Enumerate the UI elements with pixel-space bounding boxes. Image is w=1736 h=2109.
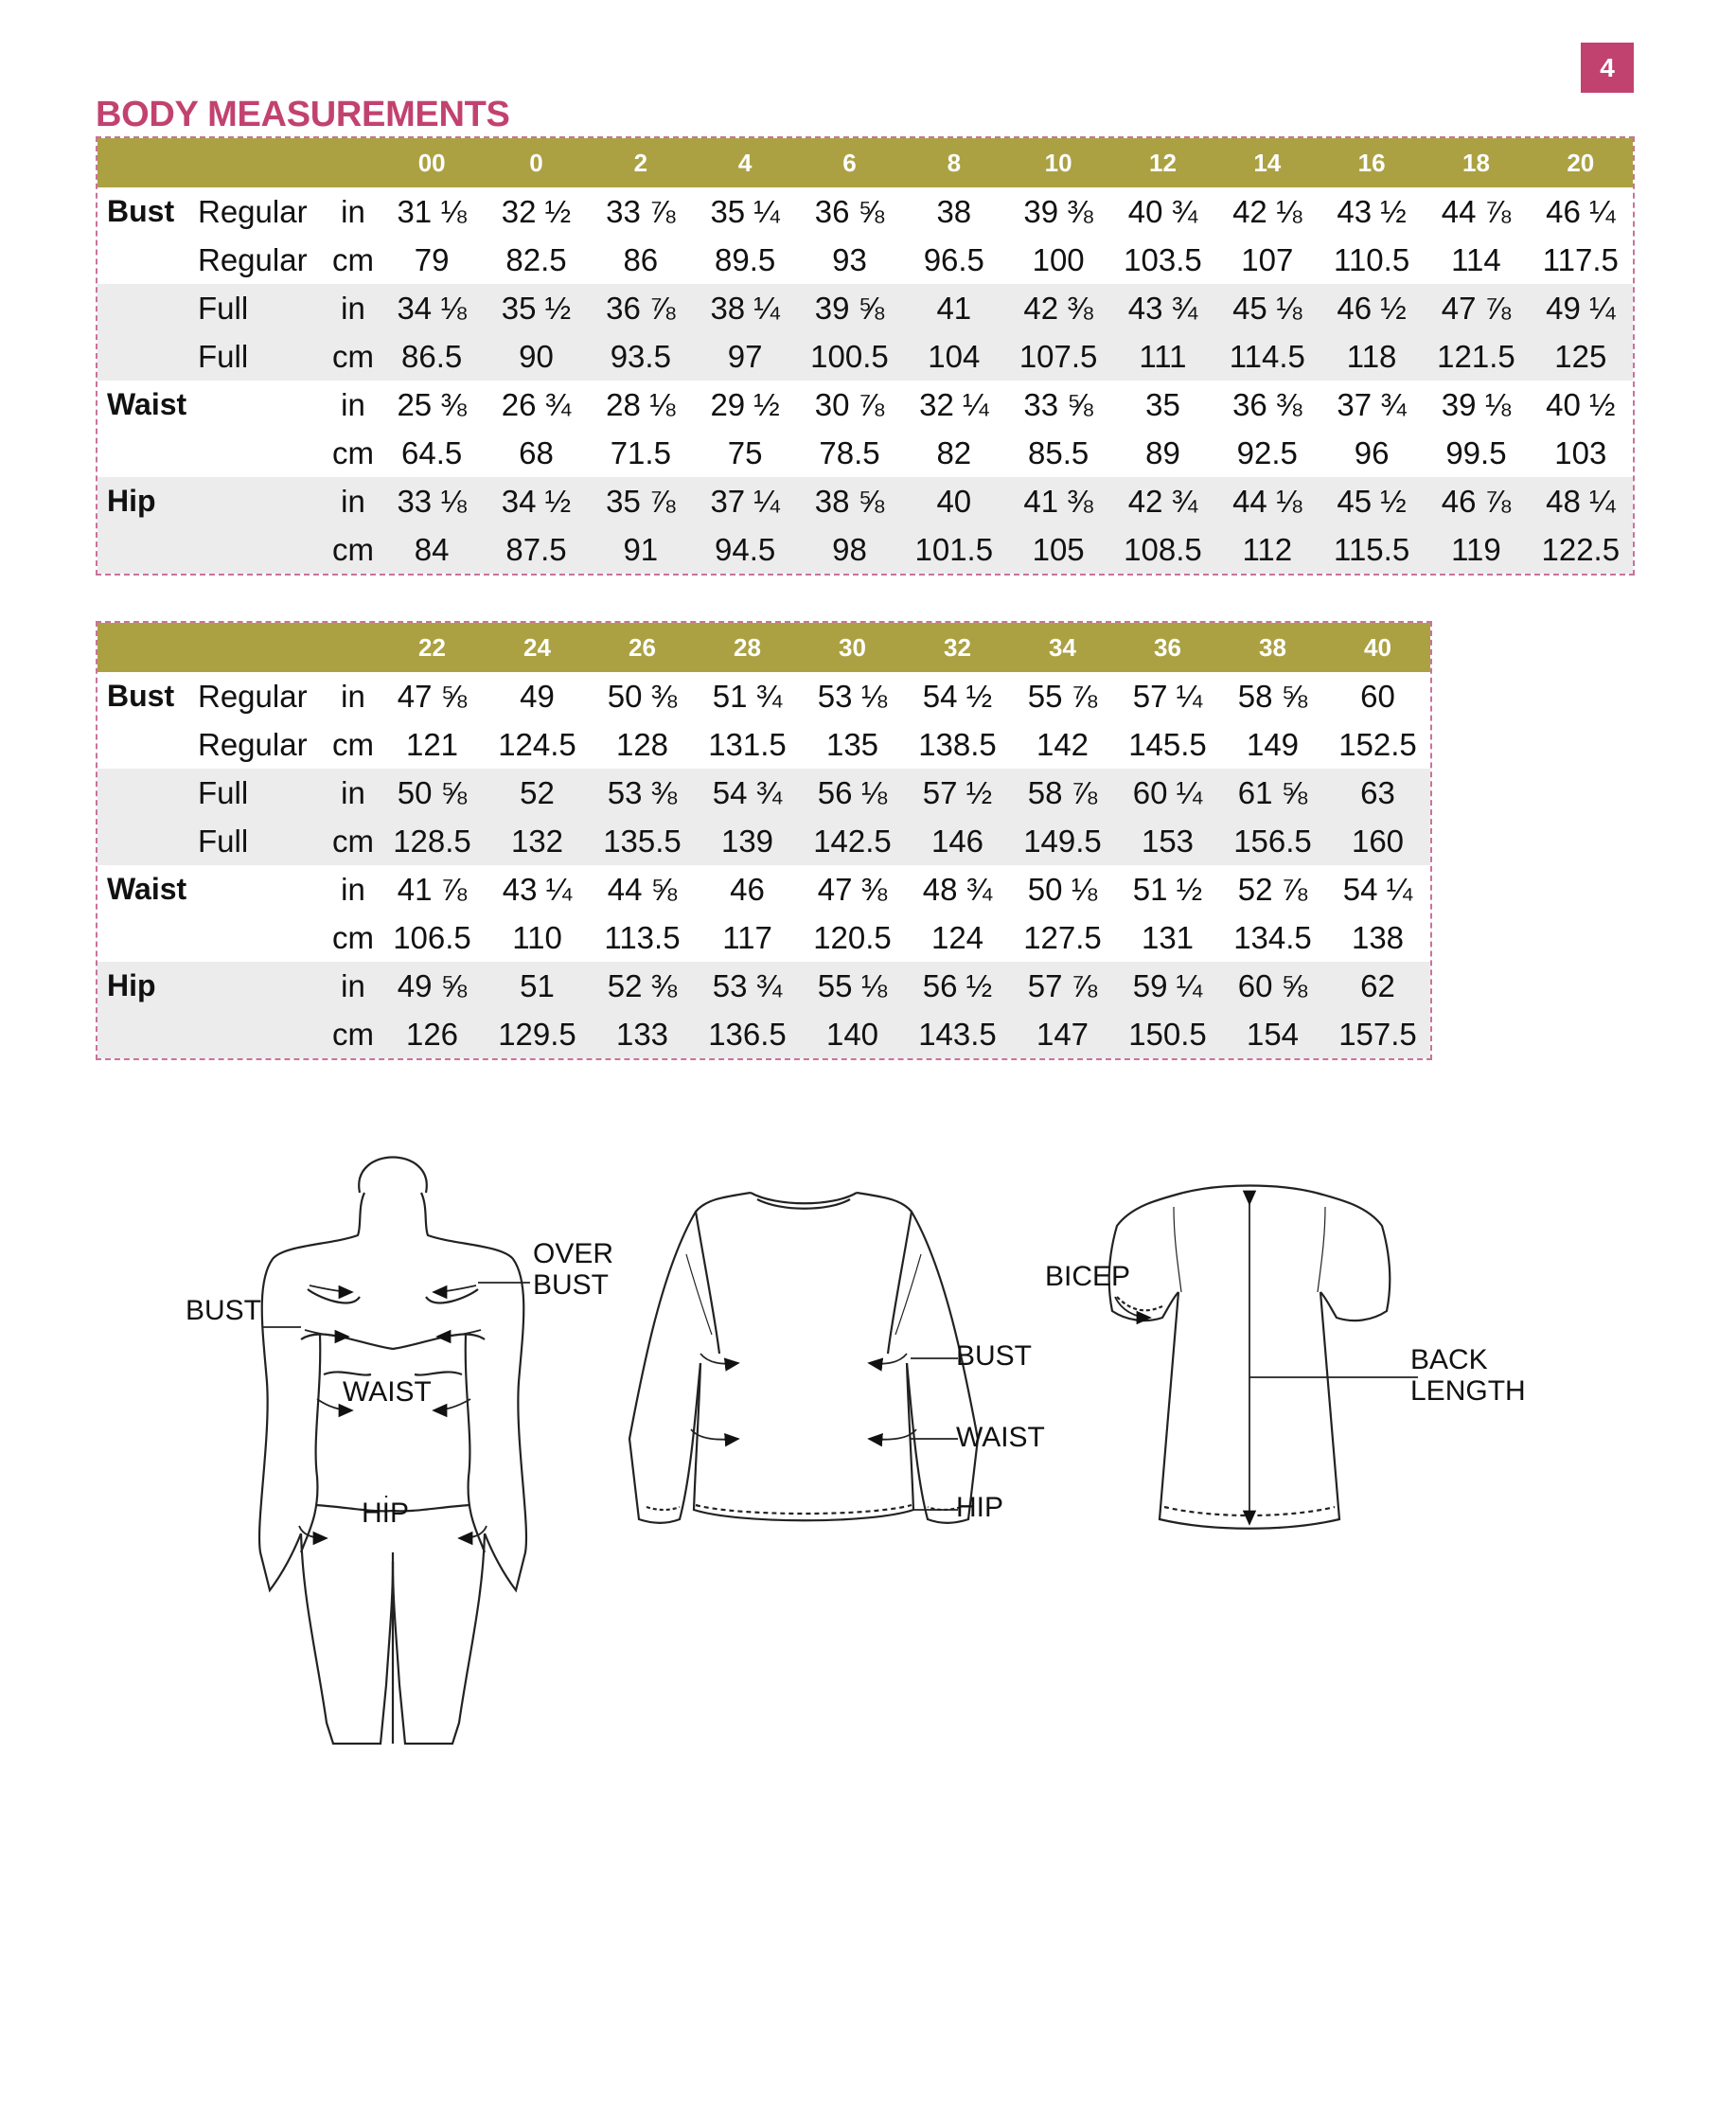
value-cell: 138.5 <box>918 726 997 762</box>
value-cell: 58 ⅝ <box>1237 678 1308 714</box>
header-blank-cell <box>327 623 380 672</box>
value-cell: 104 <box>902 332 1006 381</box>
size-header-cell: 36 <box>1115 623 1220 672</box>
fit-type-cell: Full <box>198 769 327 817</box>
fit-type-cell <box>198 962 327 1010</box>
value-cell: 47 ⅜ <box>817 871 888 907</box>
fit-type-cell: Full <box>198 284 327 332</box>
value-cell: 40 ½ <box>1546 386 1616 422</box>
value-cell: 114.5 <box>1215 332 1320 381</box>
measurements-table <box>97 138 1633 574</box>
value-cell: 121 <box>405 726 459 762</box>
table-row <box>97 525 1633 574</box>
fit-type-cell <box>198 1010 327 1058</box>
value-cell: 128.5 <box>380 817 485 865</box>
value-cell: 87.5 <box>484 525 588 574</box>
size-chart-table-1 <box>96 136 1635 576</box>
value-cell: 43 ¾ <box>1110 284 1214 332</box>
value-cell: 92.5 <box>1236 434 1298 470</box>
value-cell: 75 <box>727 434 763 470</box>
unit-cell: cm <box>332 919 374 955</box>
value-cell: 135 <box>825 726 879 762</box>
label-over-bust: OVER BUST <box>533 1238 614 1301</box>
measurements-table <box>97 623 1430 1058</box>
value-cell: 105 <box>1006 525 1110 574</box>
size-header-cell: 10 <box>1006 138 1110 187</box>
value-cell: 89.5 <box>715 241 776 277</box>
header-blank-cell <box>198 623 327 672</box>
value-cell: 55 ⅞ <box>1027 678 1098 714</box>
header-blank-cell <box>97 623 198 672</box>
fit-type-cell <box>198 429 327 477</box>
value-cell: 61 ⅝ <box>1220 769 1325 817</box>
size-header-cell: 8 <box>902 138 1006 187</box>
size-header-cell: 18 <box>1424 138 1528 187</box>
value-cell: 112 <box>1215 525 1320 574</box>
measurement-name-cell <box>97 332 198 381</box>
value-cell: 60 <box>1360 678 1395 714</box>
value-cell: 42 ⅜ <box>1006 284 1110 332</box>
fit-type-cell: Regular <box>198 193 308 229</box>
value-cell: 147 <box>1010 1010 1115 1058</box>
value-cell: 34 ⅛ <box>380 284 484 332</box>
value-cell: 145.5 <box>1128 726 1207 762</box>
value-cell: 114 <box>1451 241 1501 277</box>
value-cell: 91 <box>589 525 693 574</box>
table-row <box>97 720 1430 769</box>
unit-cell: cm <box>332 726 374 762</box>
unit-cell: in <box>327 477 380 525</box>
label-back-length: BACK LENGTH <box>1410 1344 1526 1407</box>
value-cell: 113.5 <box>604 919 681 955</box>
value-cell: 33 ⅛ <box>380 477 484 525</box>
value-cell: 68 <box>519 434 554 470</box>
value-cell: 156.5 <box>1220 817 1325 865</box>
value-cell: 82 <box>936 434 972 470</box>
value-cell: 34 ½ <box>484 477 588 525</box>
unit-cell: cm <box>327 525 380 574</box>
value-cell: 150.5 <box>1115 1010 1220 1058</box>
measurement-name-cell <box>97 913 198 962</box>
value-cell: 132 <box>485 817 590 865</box>
value-cell: 26 ¾ <box>501 386 572 422</box>
fit-type-cell: Full <box>198 332 327 381</box>
value-cell: 108.5 <box>1110 525 1214 574</box>
value-cell: 52 ⅞ <box>1237 871 1308 907</box>
value-cell: 57 ½ <box>905 769 1010 817</box>
value-cell: 160 <box>1325 817 1430 865</box>
value-cell: 55 ⅛ <box>800 962 905 1010</box>
value-cell: 46 <box>730 871 765 907</box>
table-row <box>97 187 1633 236</box>
value-cell: 47 ⅝ <box>397 678 468 714</box>
measurement-name-cell <box>97 525 198 574</box>
value-cell: 45 ½ <box>1320 477 1424 525</box>
value-cell: 149 <box>1246 726 1300 762</box>
value-cell: 49 ⅝ <box>380 962 485 1010</box>
value-cell: 120.5 <box>813 919 892 955</box>
value-cell: 28 ⅛ <box>606 386 676 422</box>
label-hip-front: HIP <box>956 1492 1004 1523</box>
value-cell: 38 <box>936 193 972 229</box>
fit-type-cell: Regular <box>198 726 308 762</box>
table-row <box>97 672 1430 720</box>
size-header-cell: 12 <box>1110 138 1214 187</box>
unit-cell: cm <box>332 241 374 277</box>
unit-cell: in <box>327 769 380 817</box>
value-cell: 58 ⅞ <box>1010 769 1115 817</box>
value-cell: 107.5 <box>1006 332 1110 381</box>
measurement-diagrams <box>0 1155 1736 1817</box>
value-cell: 46 ½ <box>1320 284 1424 332</box>
value-cell: 149.5 <box>1010 817 1115 865</box>
value-cell: 131 <box>1141 919 1195 955</box>
size-header-cell: 20 <box>1529 138 1633 187</box>
unit-cell: cm <box>327 817 380 865</box>
value-cell: 98 <box>797 525 901 574</box>
value-cell: 128 <box>615 726 669 762</box>
table-row <box>97 284 1633 332</box>
value-cell: 53 ⅜ <box>590 769 695 817</box>
size-header-cell: 24 <box>485 623 590 672</box>
size-header-cell: 16 <box>1320 138 1424 187</box>
value-cell: 48 ¾ <box>922 871 993 907</box>
unit-cell: cm <box>327 332 380 381</box>
measurement-name-cell <box>97 720 198 769</box>
value-cell: 84 <box>380 525 484 574</box>
table-row <box>97 381 1633 429</box>
unit-cell: in <box>341 871 365 907</box>
measurement-name-cell: Hip <box>97 477 198 525</box>
value-cell: 142 <box>1036 726 1089 762</box>
value-cell: 53 ¾ <box>695 962 800 1010</box>
value-cell: 143.5 <box>905 1010 1010 1058</box>
value-cell: 60 ⅝ <box>1220 962 1325 1010</box>
value-cell: 106.5 <box>393 919 471 955</box>
value-cell: 153 <box>1115 817 1220 865</box>
size-header-cell: 0 <box>484 138 588 187</box>
value-cell: 56 ½ <box>905 962 1010 1010</box>
size-header-cell: 22 <box>380 623 485 672</box>
value-cell: 42 ⅛ <box>1232 193 1302 229</box>
value-cell: 50 ⅜ <box>607 678 678 714</box>
value-cell: 50 ⅛ <box>1027 871 1098 907</box>
value-cell: 40 ¾ <box>1127 193 1198 229</box>
value-cell: 62 <box>1325 962 1430 1010</box>
value-cell: 136.5 <box>695 1010 800 1058</box>
value-cell: 43 ½ <box>1337 193 1407 229</box>
value-cell: 122.5 <box>1529 525 1633 574</box>
fit-type-cell <box>198 913 327 962</box>
table-row <box>97 817 1430 865</box>
value-cell: 35 ¼ <box>710 193 780 229</box>
value-cell: 78.5 <box>819 434 880 470</box>
value-cell: 118 <box>1320 332 1424 381</box>
value-cell: 41 <box>902 284 1006 332</box>
fit-type-cell <box>198 525 327 574</box>
measurement-name-cell <box>97 1010 198 1058</box>
value-cell: 134.5 <box>1233 919 1312 955</box>
size-header-cell: 14 <box>1215 138 1320 187</box>
measurement-name-cell <box>97 769 198 817</box>
size-header-row <box>97 623 1430 672</box>
value-cell: 56 ⅛ <box>800 769 905 817</box>
page-title: BODY MEASUREMENTS <box>96 95 510 134</box>
value-cell: 119 <box>1424 525 1528 574</box>
fit-type-cell: Full <box>198 817 327 865</box>
value-cell: 117 <box>722 919 772 955</box>
value-cell: 86.5 <box>380 332 484 381</box>
value-cell: 117.5 <box>1542 241 1619 277</box>
value-cell: 93.5 <box>589 332 693 381</box>
unit-cell: in <box>327 962 380 1010</box>
page-number-badge: 4 <box>1581 43 1634 93</box>
value-cell: 49 ¼ <box>1529 284 1633 332</box>
size-header-row <box>97 138 1633 187</box>
value-cell: 33 ⅝ <box>1023 386 1093 422</box>
value-cell: 38 ⅝ <box>797 477 901 525</box>
value-cell: 47 ⅞ <box>1424 284 1528 332</box>
value-cell: 135.5 <box>590 817 695 865</box>
value-cell: 133 <box>590 1010 695 1058</box>
value-cell: 31 ⅛ <box>397 193 467 229</box>
table-row <box>97 429 1633 477</box>
table-row <box>97 477 1633 525</box>
value-cell: 63 <box>1325 769 1430 817</box>
value-cell: 124 <box>930 919 984 955</box>
value-cell: 32 ¼ <box>919 386 989 422</box>
value-cell: 45 ⅛ <box>1215 284 1320 332</box>
value-cell: 152.5 <box>1338 726 1417 762</box>
value-cell: 53 ⅛ <box>817 678 888 714</box>
value-cell: 110 <box>512 919 562 955</box>
value-cell: 46 ⅞ <box>1424 477 1528 525</box>
label-waist-front: WAIST <box>956 1422 1045 1453</box>
value-cell: 142.5 <box>800 817 905 865</box>
value-cell: 54 ¾ <box>695 769 800 817</box>
value-cell: 97 <box>693 332 797 381</box>
value-cell: 43 ¼ <box>502 871 573 907</box>
header-blank-cell <box>198 138 327 187</box>
value-cell: 42 ¾ <box>1110 477 1214 525</box>
value-cell: 57 ¼ <box>1132 678 1203 714</box>
value-cell: 41 ⅜ <box>1006 477 1110 525</box>
value-cell: 115.5 <box>1320 525 1424 574</box>
size-header-cell: 38 <box>1220 623 1325 672</box>
value-cell: 51 ¾ <box>712 678 783 714</box>
value-cell: 85.5 <box>1028 434 1089 470</box>
value-cell: 39 ⅜ <box>1023 193 1093 229</box>
value-cell: 71.5 <box>610 434 671 470</box>
value-cell: 60 ¼ <box>1115 769 1220 817</box>
value-cell: 35 ⅞ <box>589 477 693 525</box>
size-header-cell: 00 <box>380 138 484 187</box>
size-header-cell: 6 <box>797 138 901 187</box>
value-cell: 157.5 <box>1325 1010 1430 1058</box>
value-cell: 38 ¼ <box>693 284 797 332</box>
value-cell: 35 ½ <box>484 284 588 332</box>
value-cell: 126 <box>380 1010 485 1058</box>
value-cell: 29 ½ <box>710 386 780 422</box>
value-cell: 51 ½ <box>1132 871 1203 907</box>
value-cell: 36 ⅝ <box>814 193 885 229</box>
value-cell: 127.5 <box>1023 919 1102 955</box>
size-header-cell: 34 <box>1010 623 1115 672</box>
size-header-cell: 30 <box>800 623 905 672</box>
unit-cell: in <box>327 284 380 332</box>
value-cell: 82.5 <box>505 241 567 277</box>
unit-cell: cm <box>327 1010 380 1058</box>
label-waist-body: WAIST <box>343 1376 432 1408</box>
measurement-name-cell <box>97 236 198 284</box>
header-blank-cell <box>97 138 198 187</box>
value-cell: 49 <box>520 678 555 714</box>
value-cell: 37 ¼ <box>693 477 797 525</box>
value-cell: 131.5 <box>708 726 787 762</box>
value-cell: 89 <box>1145 434 1180 470</box>
value-cell: 52 <box>485 769 590 817</box>
label-bust-body: BUST <box>186 1295 262 1326</box>
value-cell: 101.5 <box>902 525 1006 574</box>
value-cell: 103.5 <box>1124 241 1202 277</box>
value-cell: 129.5 <box>485 1010 590 1058</box>
value-cell: 96 <box>1354 434 1390 470</box>
fit-type-cell <box>198 865 327 913</box>
value-cell: 100 <box>1032 241 1085 277</box>
fit-type-cell: Regular <box>198 241 308 277</box>
header-blank-cell <box>327 138 380 187</box>
size-header-cell: 28 <box>695 623 800 672</box>
table-row <box>97 332 1633 381</box>
value-cell: 64.5 <box>401 434 463 470</box>
table-row <box>97 962 1430 1010</box>
measurement-name-cell: Bust <box>107 679 175 713</box>
value-cell: 51 <box>485 962 590 1010</box>
value-cell: 30 ⅞ <box>814 386 885 422</box>
table-row <box>97 913 1430 962</box>
value-cell: 111 <box>1110 332 1214 381</box>
value-cell: 57 ⅞ <box>1010 962 1115 1010</box>
value-cell: 99.5 <box>1445 434 1507 470</box>
value-cell: 41 ⅞ <box>397 871 468 907</box>
value-cell: 33 ⅞ <box>606 193 676 229</box>
value-cell: 39 ⅛ <box>1441 386 1512 422</box>
size-header-cell: 40 <box>1325 623 1430 672</box>
value-cell: 40 <box>902 477 1006 525</box>
label-bicep: BICEP <box>1045 1261 1131 1292</box>
value-cell: 35 <box>1145 386 1180 422</box>
value-cell: 121.5 <box>1424 332 1528 381</box>
value-cell: 107 <box>1241 241 1294 277</box>
measurement-name-cell: Waist <box>107 872 187 906</box>
value-cell: 79 <box>414 241 450 277</box>
value-cell: 46 ¼ <box>1546 193 1616 229</box>
table-row <box>97 865 1430 913</box>
value-cell: 140 <box>800 1010 905 1058</box>
value-cell: 139 <box>695 817 800 865</box>
value-cell: 25 ⅜ <box>397 386 467 422</box>
value-cell: 36 ⅞ <box>589 284 693 332</box>
value-cell: 103 <box>1554 434 1607 470</box>
size-chart-table-2 <box>96 621 1432 1060</box>
measurement-name-cell <box>97 429 198 477</box>
value-cell: 154 <box>1220 1010 1325 1058</box>
value-cell: 39 ⅝ <box>797 284 901 332</box>
size-header-cell: 32 <box>905 623 1010 672</box>
unit-cell: in <box>341 193 365 229</box>
value-cell: 110.5 <box>1334 241 1410 277</box>
unit-cell: in <box>341 678 365 714</box>
value-cell: 32 ½ <box>501 193 572 229</box>
value-cell: 138 <box>1351 919 1405 955</box>
measurement-name-cell: Hip <box>97 962 198 1010</box>
fit-type-cell <box>198 477 327 525</box>
value-cell: 93 <box>832 241 867 277</box>
value-cell: 44 ⅝ <box>607 871 678 907</box>
table-row <box>97 1010 1430 1058</box>
value-cell: 146 <box>905 817 1010 865</box>
value-cell: 90 <box>484 332 588 381</box>
value-cell: 37 ¾ <box>1337 386 1407 422</box>
table-row <box>97 769 1430 817</box>
value-cell: 54 ½ <box>922 678 993 714</box>
size-header-cell: 26 <box>590 623 695 672</box>
value-cell: 96.5 <box>923 241 984 277</box>
value-cell: 94.5 <box>693 525 797 574</box>
value-cell: 50 ⅝ <box>380 769 485 817</box>
value-cell: 48 ¼ <box>1529 477 1633 525</box>
label-hip-body: HIP <box>362 1498 410 1529</box>
value-cell: 52 ⅜ <box>590 962 695 1010</box>
body-figure <box>259 1158 526 1745</box>
value-cell: 100.5 <box>797 332 901 381</box>
measurement-name-cell: Waist <box>107 387 187 421</box>
table-row <box>97 236 1633 284</box>
unit-cell: in <box>341 386 365 422</box>
measurement-name-cell <box>97 817 198 865</box>
fit-type-cell <box>198 381 327 429</box>
value-cell: 44 ⅞ <box>1441 193 1512 229</box>
value-cell: 44 ⅛ <box>1215 477 1320 525</box>
value-cell: 125 <box>1529 332 1633 381</box>
fit-type-cell: Regular <box>198 678 308 714</box>
label-bust-front: BUST <box>956 1340 1033 1372</box>
value-cell: 36 ⅜ <box>1232 386 1302 422</box>
measurement-name-cell: Bust <box>107 194 175 228</box>
figures-svg <box>0 1155 1736 1817</box>
unit-cell: cm <box>332 434 374 470</box>
value-cell: 54 ¼ <box>1342 871 1413 907</box>
size-header-cell: 4 <box>693 138 797 187</box>
value-cell: 124.5 <box>498 726 576 762</box>
size-header-cell: 2 <box>589 138 693 187</box>
value-cell: 86 <box>623 241 659 277</box>
measurement-name-cell <box>97 284 198 332</box>
value-cell: 59 ¼ <box>1115 962 1220 1010</box>
